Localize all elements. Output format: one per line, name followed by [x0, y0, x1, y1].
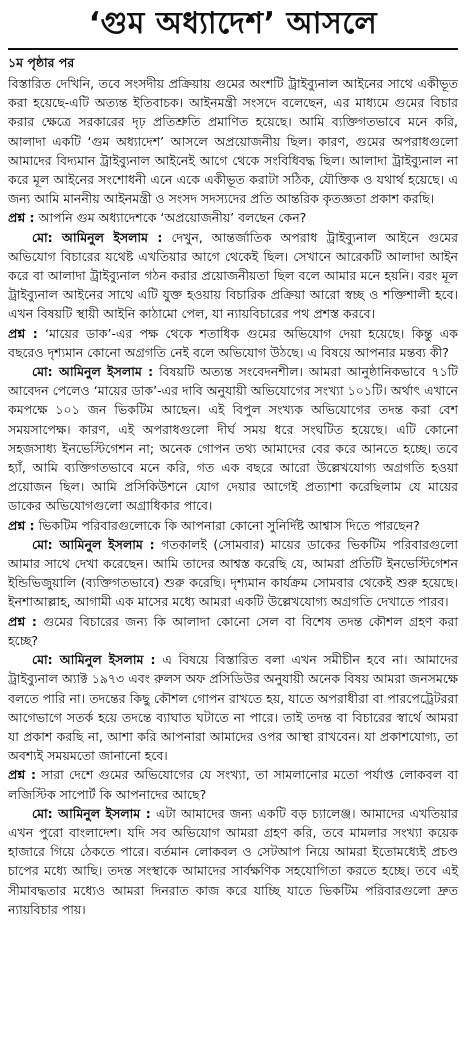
answer-paragraph	[8, 535, 458, 612]
speaker-label: মো: আমিনুল ইসলাম :	[32, 652, 156, 668]
answer-text: এ বিষয়ে বিস্তারিত বলা এখন সমীচীন হবে না। আমাদের ট্রাইব্যুনাল অ্যাক্ট ১৯৭৩ এবং রুলস অফ প্রসিডিউর অনুযায়ী অনেক বিষয় আমরা জনসমক্ষে বলতে পারি না। তদন্তের কিছু কৌশল গোপন রাখতে হয়, যাতে অপরাধীরা বা পারপেট্রেটররা আগেভাগে সতর্ক হয়ে তদন্তে ব্যাঘাত ঘটাতে না পারে। তাই তদন্ত বা বিচারের স্বার্থে আমরা যা প্রকাশ করছি না, আশা করি আপনারা আমাদের ওপর আস্থা রাখবেন। যা প্রকাশযোগ্য, তা অবশ্যই সময়মতো জানানো হবে।	[8, 652, 458, 764]
question-text: সারা দেশে গুমের অভিযোগের যে সংখ্যা, তা সামলানোর মতো পর্যাপ্ত লোকবল বা লজিস্টিক সাপোর্ট কি আপনাদের আছে?	[8, 767, 458, 802]
article-body	[8, 74, 458, 919]
answer-text: এটা আমাদের জন্য একটি বড় চ্যালেঞ্জ। আমাদের এখতিয়ার এখন পুরো বাংলাদেশ। যদি সব অভিযোগ আমরা গ্রহণ করি, তবে মামলার সংখ্যা কয়েক হাজারে গিয়ে ঠেকতে পারে। বর্তমান লোকবল ও সেটআপ নিয়ে আমরা ইতোমধ্যেই প্রচণ্ড চাপের মধ্যে আছি। তদন্ত সংস্থাকে আমাদের সার্বক্ষণিক সহযোগিতা করতে হচ্ছে। তবে এই সীমাবদ্ধতার মধ্যেও আমরা দিনরাত কাজ করে যাচ্ছি যাতে ভিকটিম পরিবারগুলো দ্রুত ন্যায়বিচার পায়।	[8, 805, 459, 917]
speaker-label: মো: আমিনুল ইসলাম :	[32, 805, 151, 821]
question-paragraph	[8, 765, 458, 803]
question-text: আপনি গুম অধ্যাদেশকে ‘অপ্রয়োজনীয়’ বলছেন কেন?	[38, 210, 307, 226]
question-paragraph	[8, 612, 458, 650]
answer-paragraph	[8, 228, 458, 324]
answer-paragraph	[8, 362, 458, 516]
question-text: ‘মায়ের ডাক’-এর পক্ষ থেকে শতাধিক গুমের অভিযোগ দেয়া হয়েছে। কিন্তু এক বছরেও দৃশ্যমান কোনো অগ্রগতি নেই বলে অভিযোগ উঠছে। এ বিষয়ে আপনার মন্তব্য কী?	[8, 325, 458, 360]
question-text: ভিকটিম পরিবারগুলোকে কি আপনারা কোনো সুনির্দিষ্ট আশ্বাস দিতে পারছেন?	[38, 517, 420, 533]
question-label: প্রশ্ন :	[8, 325, 38, 341]
speaker-label: মো: আমিনুল ইসলাম :	[32, 229, 163, 245]
intro-paragraph	[8, 74, 458, 208]
question-label: প্রশ্ন :	[8, 517, 35, 533]
continued-from-label: ১ম পৃষ্ঠার পর	[8, 55, 75, 70]
question-paragraph	[8, 208, 458, 227]
speaker-label: মো: আমিনুল ইসলাম :	[32, 364, 154, 380]
question-paragraph	[8, 516, 458, 535]
question-text: গুমের বিচারের জন্য কি আলাদা কোনো সেল বা বিশেষ তদন্ত কৌশল গ্রহণ করা হচ্ছে?	[8, 613, 458, 648]
question-label: প্রশ্ন :	[8, 210, 35, 226]
answer-paragraph	[8, 650, 458, 765]
answer-paragraph	[8, 804, 458, 919]
speaker-label: মো: আমিনুল ইসলাম :	[32, 536, 155, 552]
answer-text: দেখুন, আন্তর্জাতিক অপরাধ ট্রাইব্যুনাল আইনে গুমের অভিযোগ বিচারের যথেষ্ট এখতিয়ার আগে থেকেই ছিল। সেখানে আরেকটি আলাদা আইন করে বা আলাদা ট্রাইব্যুনাল গঠন করার প্রয়োজনীয়তা ছিল বলে আমার মনে হয়নি। বরং মূল ট্রাইব্যুনাল আইনের সাথে এটি যুক্ত হওয়ায় বিচারিক প্রক্রিয়া আরো স্বচ্ছ ও শক্তিশালী হবে। এখন বিষয়টি স্থায়ী আইনি কাঠামো পেল, যা ন্যায়বিচারের পথ প্রশস্ত করবে।	[8, 229, 458, 322]
article-headline: ‘গুম অধ্যাদেশ’ আসলে	[88, 6, 378, 41]
question-paragraph	[8, 324, 458, 362]
question-label: প্রশ্ন :	[8, 613, 37, 629]
answer-text: গতকালই (সোমবার) মায়ের ডাকের ভিকটিম পরিবারগুলো আমার সাথে দেখা করেছেন। আমি তাদের আশ্বস্ত করেছি যে, আমরা প্রতিটি ইনভেস্টিগেশন ইন্ডিভিজুয়ালি (ব্যক্তিগতভাবে) শুরু করেছি। দৃশ্যমান কার্যক্রম সোমবার থেকেই শুরু হয়েছে। ইনশাআল্লাহ, আগামী এক মাসের মধ্যে আমরা একটি উল্লেখযোগ্য অগ্রগতি দেখাতে পারব।	[8, 536, 459, 610]
answer-text: বিষয়টি অত্যন্ত সংবেদনশীল। আমরা আনুষ্ঠানিকভাবে ৭১টি আবেদন পেলেও ‘মায়ের ডাক’-এর দাবি অনুযায়ী অভিযোগের সংখ্যা ১০১টি। অর্থাৎ এখানে কমপক্ষে ১০১ জন ভিকটিম আছেন। এই বিপুল সংখ্যক অভিযোগের তদন্ত করা বেশ সময়সাপেক্ষ। কারণ, এই অপরাধগুলো দীর্ঘ সময় ধরে সংঘটিত হয়েছে। এটি কোনো সহজসাধ্য ইনভেস্টিগেশন না; অনেক গোপন তথ্য আমাদের বের করে আনতে হচ্ছে। তবে হ্যাঁ, আমি ব্যক্তিগতভাবে মনে করি, গত এক বছরে আরো উল্লেখযোগ্য অগ্রগতি হওয়া প্রয়োজন ছিল। আমি প্রসিকিউশনে যোগ দেয়ার আগেই প্রত্যাশা করেছিলাম যে মায়ের ডাকের অভিযোগগুলো অগ্রাধিকার পাবে।	[8, 364, 458, 514]
paragraph-text: বিস্তারিত দেখিনি, তবে সংসদীয় প্রক্রিয়ায় গুমের অংশটি ট্রাইব্যুনাল আইনের সাথে একীভূত করা হয়েছে-এটি অত্যন্ত ইতিবাচক। আইনমন্ত্রী সংসদে বলেছেন, এর মাধ্যমে গুমের বিচার করার ক্ষেত্রে সরকারের দৃঢ় প্রতিশ্রুতি প্রমাণিত হয়েছে। আমি ব্যক্তিগতভাবে মনে করি, আলাদা একটি ‘গুম অধ্যাদেশ’ আসলে অপ্রয়োজনীয় ছিল। কারণ, গুমের অপরাধগুলো আমাদের বিদ্যমান ট্রাইব্যুনাল আইনেই আগে থেকে সংবিধিবদ্ধ ছিল। আলাদা ট্রাইব্যুনাল না করে মূল আইনের সংশোধনী এনে একে একীভূত করাটা সঠিক, যৌক্তিক ও যথার্থ হয়েছে। এ জন্য আমি মাননীয় আইনমন্ত্রী ও সংসদ সদস্যদের প্রতি আন্তরিক কৃতজ্ঞতা প্রকাশ করছি।	[8, 76, 458, 207]
headline-divider	[8, 48, 458, 50]
question-label: প্রশ্ন :	[8, 767, 36, 783]
